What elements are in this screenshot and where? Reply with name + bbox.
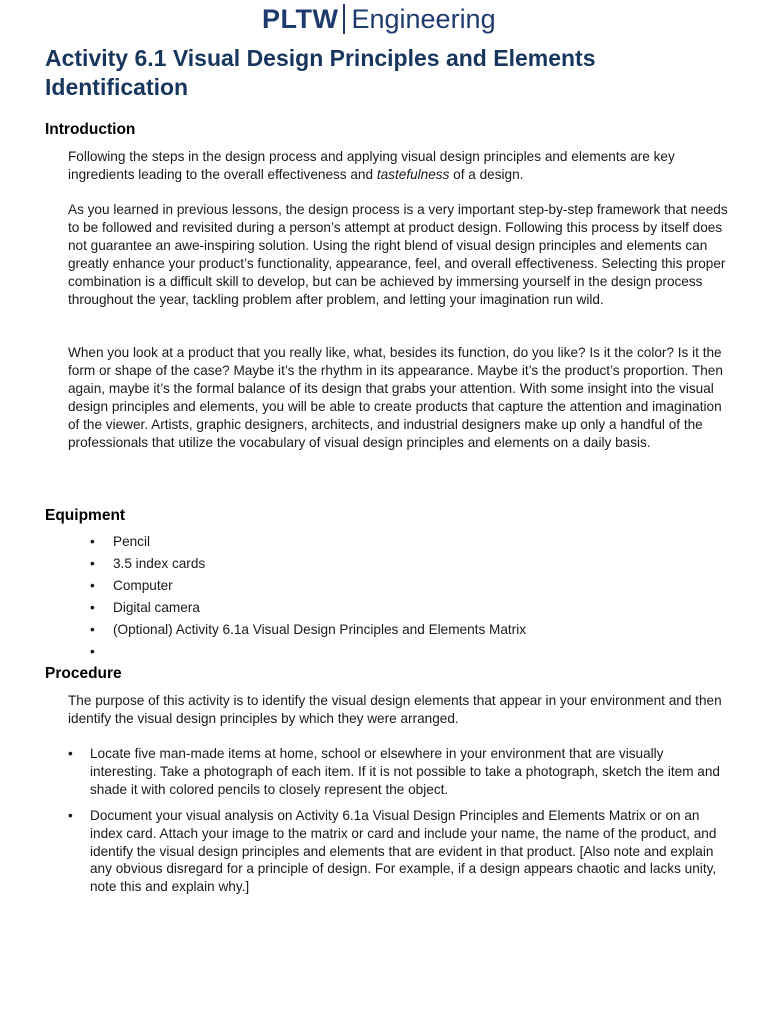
procedure-intro: The purpose of this activity is to identify the visual design elements that appear in your environment and then identify the visual design principles by which they were arranged. — [68, 693, 722, 726]
equipment-item-label: Digital camera — [113, 600, 200, 615]
procedure-step — [68, 807, 726, 897]
page-title: Activity 6.1 Visual Design Principles and Elements Identification — [45, 45, 596, 100]
list-item — [90, 597, 526, 619]
procedure-heading: Procedure — [45, 665, 122, 682]
list-item — [90, 575, 526, 597]
equipment-item-label: (Optional) Activity 6.1a Visual Design Principles and Elements Matrix — [113, 622, 527, 637]
equipment-item-label: 3.5 index cards — [113, 556, 206, 571]
bullet-icon: • — [90, 644, 95, 659]
list-item — [90, 553, 526, 575]
equipment-item-label: Pencil — [113, 534, 151, 549]
procedure-steps — [68, 745, 726, 904]
intro-p1-text: Following the steps in the design process and applying visual design principles and elements are key ingredients leading to the overall effectiveness and — [68, 149, 675, 182]
procedure-step — [68, 745, 726, 799]
pltw-engineering-logo — [262, 2, 496, 36]
list-item — [90, 619, 526, 641]
intro-p1-text-end: of a design. — [449, 166, 524, 182]
bullet-icon: • — [90, 578, 95, 593]
bullet-icon: • — [68, 746, 73, 761]
bullet-icon: • — [90, 534, 95, 549]
list-item — [90, 531, 526, 553]
equipment-item-label: Computer — [113, 578, 173, 593]
intro-paragraph-1 — [68, 148, 728, 184]
procedure-step-text: Document your visual analysis on Activity 6.1a Visual Design Principles and Elements Matrix or on an index card. Attach your image to the matrix or card and include your name, the name of the product, and identify the visual design principles and elements that are evident in that product. [Also note and explain any obvious disregard for a principle of design. For example, if a design appears chaotic and lacks unity, note this and explain why.] — [90, 807, 717, 895]
equipment-list — [90, 531, 526, 663]
bullet-icon: • — [90, 556, 95, 571]
introduction-heading: Introduction — [45, 121, 136, 138]
equipment-heading: Equipment — [45, 507, 126, 524]
intro-paragraph-3: When you look at a product that you really like, what, besides its function, do you like? Is it the color? Is it the form or shape of the case? Maybe it’s the rhythm in its appearance. Maybe it’s the product’s proportion. Then again, maybe it’s the formal balance of its design that grabs your attention. With some insight into the visual design principles and elements, you will be able to create products that capture the attention and imagination of the viewer. Artists, graphic designers, architects, and industrial designers make up only a handful of the professionals that utilize the vocabulary of visual design principles and elements on a daily basis. — [68, 345, 723, 450]
bullet-icon: • — [90, 622, 95, 637]
procedure-step-text: Locate five man-made items at home, school or elsewhere in your environment that are visually interesting. Take a photograph of each item. If it is not possible to take a photograph, sketch the item and shade it with colored pencils to closely represent the object. — [90, 746, 720, 797]
intro-p1-emphasis: tastefulness — [376, 166, 450, 182]
intro-paragraph-2: As you learned in previous lessons, the design process is a very important step-by-step framework that needs to be followed and revisited during a person’s attempt at product design. Following this process by itself does not guarantee an awe-inspiring solution. Using the right blend of visual design principles and elements can greatly enhance your product’s functionality, appearance, feel, and overall effectiveness. Selecting this proper combination is a difficult skill to develop, but can be achieved by immersing yourself in the design process throughout the year, tackling problem after problem, and letting your imagination run wild. — [68, 202, 728, 307]
logo-product: Engineering — [351, 3, 496, 34]
logo-divider — [343, 4, 345, 34]
list-item — [90, 641, 526, 663]
bullet-icon: • — [68, 807, 73, 823]
logo-brand: PLTW — [262, 3, 339, 34]
bullet-icon: • — [90, 600, 95, 615]
